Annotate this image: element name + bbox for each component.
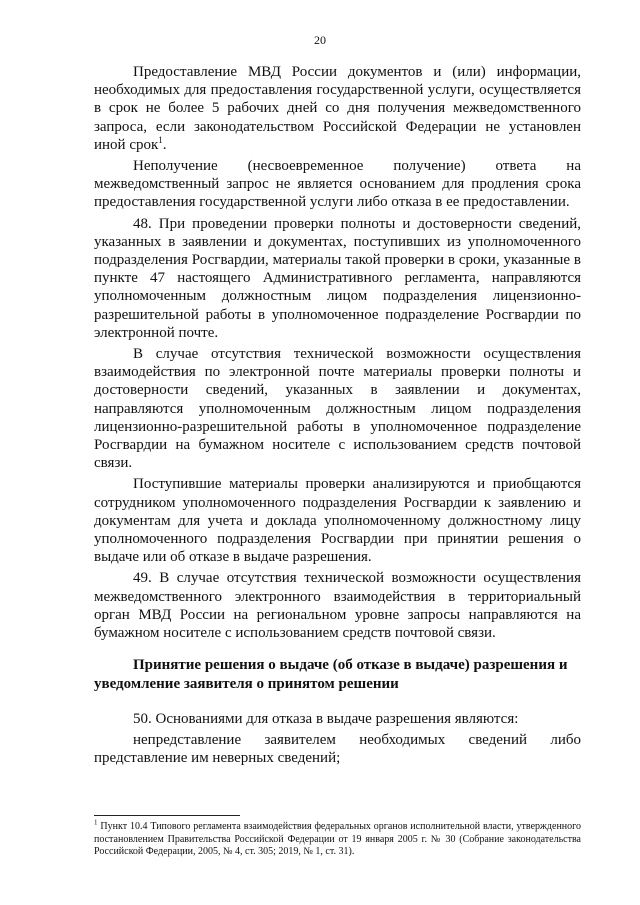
paragraph-no-response: Неполучение (несвоевременное получение) ответа на межведомственный запрос не является основанием для продления срока предоставления государственной услуги либо отказа в ее предоставлении. xyxy=(94,158,581,211)
footnote-divider xyxy=(94,815,240,816)
footnote-reference[interactable]: 1 xyxy=(158,134,163,145)
footnote xyxy=(94,818,581,859)
paragraph-end: . xyxy=(162,136,167,153)
footnote-text: Пункт 10.4 Типового регламента взаимодействия федеральных органов исполнительной власти, утвержденного постановлением Правительства Российской Федерации от 19 января 2005 г. № 30 (Собрание законодательства Российской Федерации, 2005, № 4, ст. 305; 2019, № 1, ст. 31). xyxy=(94,821,581,857)
body-text-top xyxy=(94,63,581,645)
paragraph-materials-analyzed: Поступившие материалы проверки анализируются и приобщаются сотрудником уполномоченного подразделения Росгвардии к заявлению и документам для учета и доклада уполномоченному должностному лицу уполномоченного подразделения Росгвардии при принятии решения о выдаче или об отказе в выдаче разрешения. xyxy=(94,476,581,566)
footnote-marker: 1 xyxy=(94,818,98,827)
paragraph-50: 50. Основаниями для отказа в выдаче разрешения являются: xyxy=(133,711,519,727)
paragraph-49: 49. В случае отсутствия технической возможности осуществления межведомственного электронного взаимодействия в территориальный орган МВД России на региональном уровне запросы направляются на бумажном носителе с использованием средств почтовой связи. xyxy=(94,570,581,642)
paragraph-refusal-reason-1: непредставление заявителем необходимых сведений либо представление им неверных сведений; xyxy=(94,732,581,767)
page-number: 20 xyxy=(314,33,326,47)
section-heading: Принятие решения о выдаче (об отказе в выдаче) разрешения и уведомление заявителя о принятом решении xyxy=(94,657,568,692)
body-text-bottom xyxy=(94,710,581,771)
paragraph-48: 48. При проведении проверки полноты и достоверности сведений, указанных в заявлении и документах, поступивших из уполномоченного подразделения Росгвардии, материалы такой проверки в сроки, указанные в пункте 47 настоящего Административного регламента, направляются уполномоченным должностным лицом подразделения лицензионно-разрешительной работы в уполномоченное подразделение Росгвардии по электронной почте. xyxy=(94,215,581,341)
paragraph-text: Предоставление МВД России документов и (или) информации, необходимых для предоставления государственной услуги, осуществляется в срок не более 5 рабочих дней со дня получения межведомственного запроса, если законодательством Российской Федерации не установлен иной срок xyxy=(94,64,581,153)
paragraph-no-tech-capability: В случае отсутствия технической возможности осуществления взаимодействия по электронной почте материалы проверки полноты и достоверности сведений, указанных в заявлении и документах, направляются уполномоченным должностным лицом подразделения лицензионно-разрешительной работы в уполномоченное подразделение Росгвардии на бумажном носителе с использованием средств почтовой связи. xyxy=(94,346,581,472)
paragraph-delivery-term xyxy=(94,63,581,154)
